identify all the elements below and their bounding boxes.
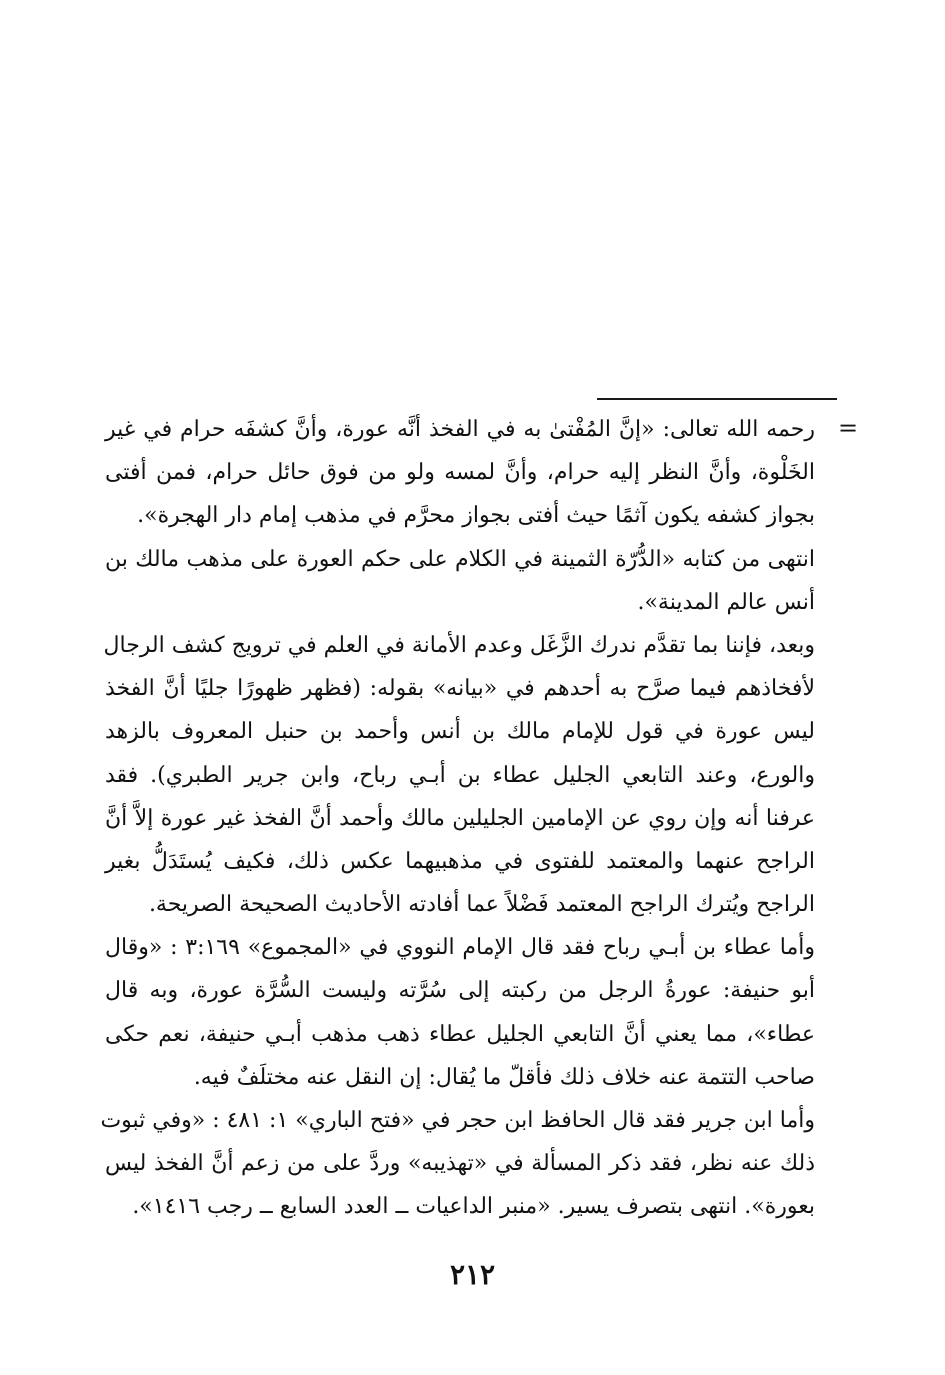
footnote-line: انتهى من كتابه «الدُّرّة الثمينة في الكلام على حكم العورة على مذهب مالك بن <box>105 546 815 572</box>
footnote-line: بجواز كشفه يكون آثمًا حيث أفتى بجواز محرَّم في مذهب إمام دار الهجرة». <box>137 503 815 529</box>
footnote-line: الخَلْوة، وأنَّ النظر إليه حرام، وأنَّ لمسه ولو من فوق حائل حرام، فمن أفتى <box>105 460 815 486</box>
footnote-line: والورع، وعند التابعي الجليل عطاء بن أبـي رباح، وابن جرير الطبري). فقد <box>105 762 815 788</box>
footnote-separator-rule <box>597 398 837 400</box>
footnote-block <box>100 408 815 1229</box>
footnote-line: أنس عالم المدينة». <box>637 589 815 615</box>
continuation-mark: = <box>838 414 859 442</box>
footnote-line: وبعد، فإننا بما تقدَّم ندرك الزَّغَل وعدم الأمانة في العلم في ترويج كشف الرجال <box>103 632 815 658</box>
footnote-line: رحمه الله تعالى: «إنَّ المُفْتىٰ به في الفخذ أنَّه عورة، وأنَّ كشفَه حرام في غير <box>105 417 815 442</box>
footnote-line: عطاء»، مما يعني أنَّ التابعي الجليل عطاء ذهب مذهب أبـي حنيفة، نعم حكى <box>105 1021 815 1047</box>
footnote-line: بعورة». انتهى بتصرف يسير. «منبر الداعيات ــ العدد السابع ــ رجب ١٤١٦». <box>132 1194 815 1220</box>
page-number: ٢١٢ <box>449 1258 496 1291</box>
footnote-line: ذلك عنه نظر، فقد ذكر المسألة في «تهذيبه» وردَّ على من زعم أنَّ الفخذ ليس <box>105 1151 815 1177</box>
footnote-line: وأما عطاء بن أبـي رباح فقد قال الإمام النووي في «المجموع» ٣:١٦٩ : «وقال <box>105 935 815 961</box>
footnote-line: ليس عورة في قول للإمام مالك بن أنس وأحمد بن حنبل المعروف بالزهد <box>105 719 815 745</box>
footnote-line: وأما ابن جرير فقد قال الحافظ ابن حجر في «فتح الباري» ١: ٤٨١ : «وفي ثبوت <box>100 1108 815 1133</box>
footnote-line: أبو حنيفة: عورةُ الرجل من ركبته إلى سُرَّته وليست السُّرَّة عورة، وبه قال <box>105 978 815 1004</box>
footnote-line: الراجح عنهما والمعتمد للفتوى في مذهبيهما عكس ذلك، فكيف يُستَدَلُّ بغير <box>105 848 815 874</box>
footnote-line: الراجح ويُترك الراجح المعتمد فَضْلاً عما أفادته الأحاديث الصحيحة الصريحة. <box>148 892 815 918</box>
footnote-line: عرفنا أنه وإن روي عن الإمامين الجليلين مالك وأحمد أنَّ الفخذ غير عورة إلاَّ أنَّ <box>105 805 815 831</box>
footnote-line: صاحب التتمة عنه خلاف ذلك فأقلّ ما يُقال: إن النقل عنه مختلَفٌ فيه. <box>193 1064 815 1090</box>
footnote-line: لأفخاذهم فيما صرَّح به أحدهم في «بيانه» بقوله: (فظهر ظهورًا جليًا أنَّ الفخذ <box>105 676 815 702</box>
